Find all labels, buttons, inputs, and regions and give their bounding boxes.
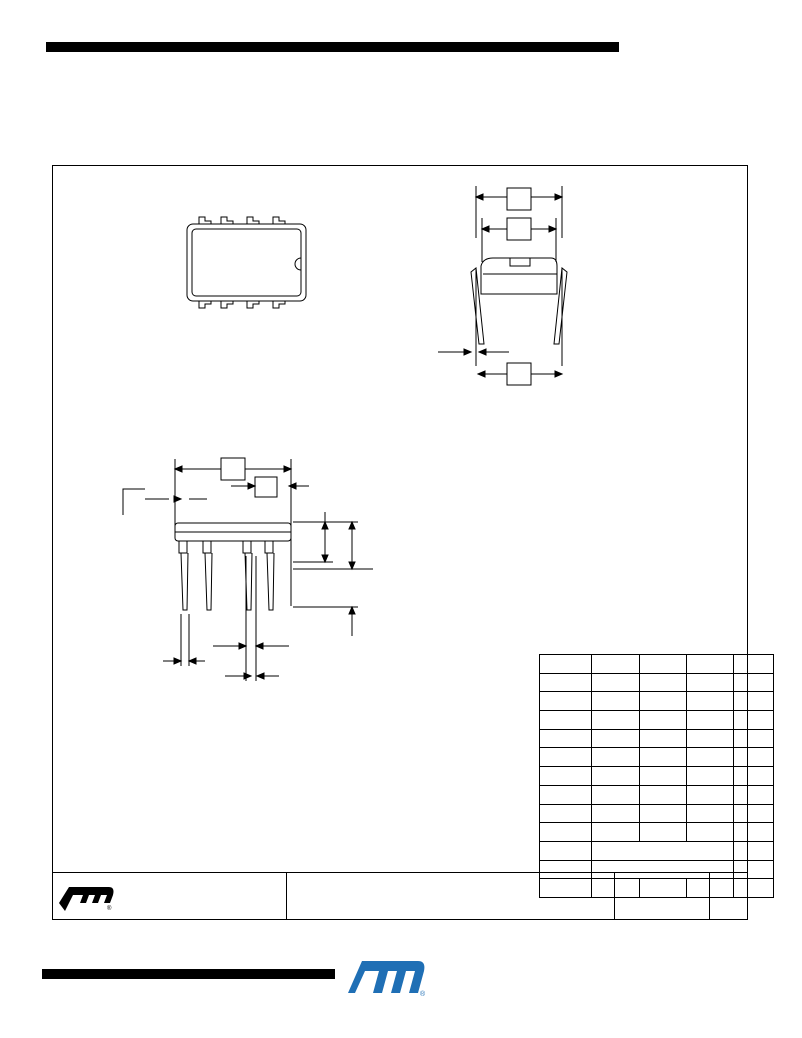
table-row [540,729,774,748]
side-view [123,458,373,681]
title-block-logo-cell [53,873,287,919]
table-row [540,785,774,804]
table-row [540,841,774,860]
table-row [540,823,774,842]
end-view [438,186,567,385]
title-block [53,872,747,919]
dimension-table [539,654,774,898]
atmel-logo-icon [57,881,117,911]
table-row [540,655,774,674]
title-block-drawing-no-cell [615,873,710,919]
title-block-rev-cell [710,873,748,919]
title-block-title-cell [287,873,615,919]
table-row [540,711,774,730]
table-row [540,748,774,767]
top-view [187,217,306,308]
registered-icon: ® [107,906,112,911]
table-row [540,767,774,786]
header-rule [46,42,619,52]
package-drawing-frame [52,165,748,920]
table-row [540,692,774,711]
table-row [540,673,774,692]
registered-icon: ® [420,991,426,997]
table-row [540,804,774,823]
atmel-logo-icon [346,955,428,997]
footer-rule [42,969,335,979]
